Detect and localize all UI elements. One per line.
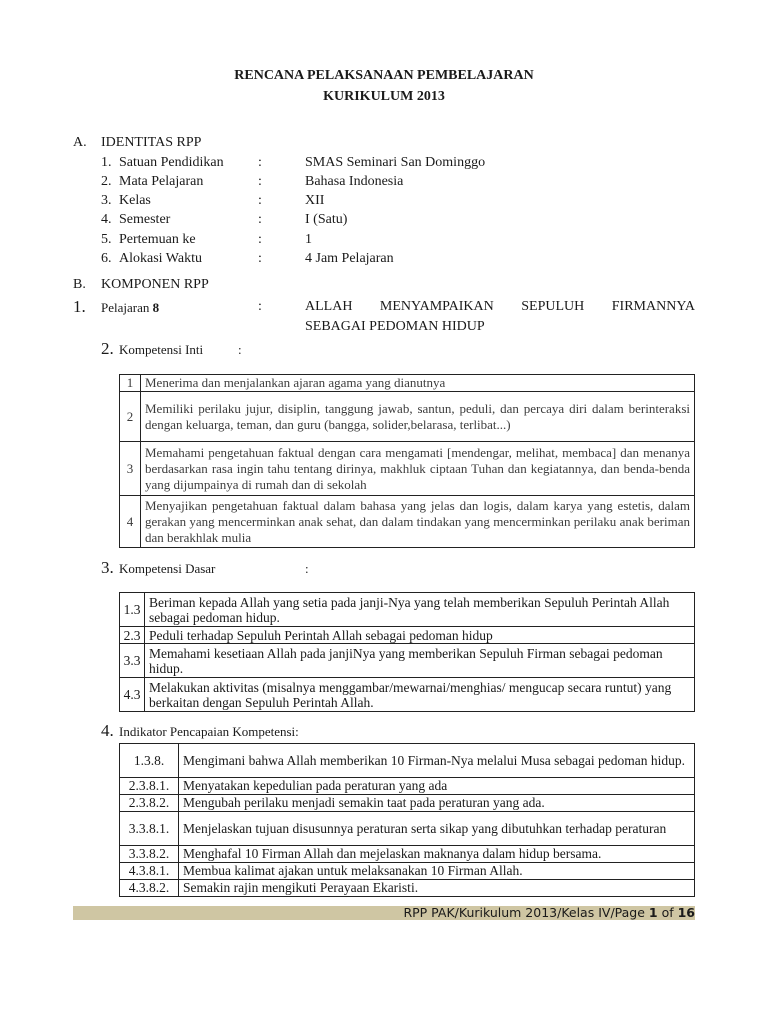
indikator-table <box>119 743 695 897</box>
table-row <box>120 846 695 863</box>
item-colon: : <box>258 155 262 170</box>
row-text: Menghafal 10 Firman Allah dan mejelaskan maknanya dalam hidup bersama. <box>179 846 695 863</box>
row-text: Beriman kepada Allah yang setia pada janji-Nya yang telah memberikan Sepuluh Perintah Allah sebagai pedoman hidup. <box>145 593 695 627</box>
kompetensi-inti-label: Kompetensi Inti <box>119 342 204 357</box>
row-text: Memahami kesetiaan Allah pada janjiNya yang memberikan Sepuluh Firman sebagai pedoman hidup. <box>145 644 695 678</box>
document-title: RENCANA PELAKSANAAN PEMBELAJARAN <box>234 68 534 83</box>
item-label: Pertemuan ke <box>119 232 196 247</box>
row-text: Menyatakan kepedulian pada peraturan yang ada <box>179 778 695 795</box>
table-row <box>120 644 695 678</box>
pelajaran-number: 1. <box>73 297 86 316</box>
footer-total-pages: 16 <box>677 905 695 920</box>
item-label: Satuan Pendidikan <box>119 155 224 170</box>
pelajaran-title-line2: SEBAGAI PEDOMAN HIDUP <box>305 319 485 334</box>
table-row <box>120 812 695 846</box>
item-colon: : <box>258 251 262 266</box>
item-number: 3. <box>101 193 112 208</box>
item-label: Semester <box>119 212 171 227</box>
row-number: 4.3.8.1. <box>120 863 179 880</box>
document-subtitle: KURIKULUM 2013 <box>323 89 445 104</box>
row-text: Menjelaskan tujuan disusunnya peraturan serta sikap yang dibutuhkan terhadap peraturan <box>179 812 695 846</box>
pelajaran-label <box>101 300 159 316</box>
footer-prefix: RPP PAK/Kurikulum 2013/Kelas IV/Page <box>403 905 649 920</box>
item-number: 5. <box>101 232 112 247</box>
row-number: 3.3.8.1. <box>120 812 179 846</box>
row-text: Menyajikan pengetahuan faktual dalam bahasa yang jelas dan logis, dalam karya yang estetis, dalam gerakan yang mencerminkan anak sehat, dan dalam tindakan yang mencerminkan perilaku anak beriman dan berakhlak mulia <box>141 496 695 548</box>
item-value: Bahasa Indonesia <box>305 174 404 189</box>
footer-text <box>403 905 695 920</box>
table-row <box>120 678 695 712</box>
row-text: Mengimani bahwa Allah memberikan 10 Firman-Nya melalui Musa sebagai pedoman hidup. <box>179 744 695 778</box>
item-colon: : <box>258 174 262 189</box>
row-text: Melakukan aktivitas (misalnya menggambar/mewarnai/menghias/ mengucap secara runtut) yang berkaitan dengan Sepuluh Perintah Allah. <box>145 678 695 712</box>
table-row <box>120 880 695 897</box>
item-number: 6. <box>101 251 112 266</box>
item-colon: : <box>258 232 262 247</box>
table-row <box>120 392 695 442</box>
table-row <box>120 593 695 627</box>
pelajaran-label-text: Pelajaran <box>101 300 150 315</box>
indikator-label: Indikator Pencapaian Kompetensi: <box>119 724 299 739</box>
row-text: Menerima dan menjalankan ajaran agama yang dianutnya <box>141 375 695 392</box>
row-number: 4.3 <box>120 678 145 712</box>
section-a-heading: IDENTITAS RPP <box>101 135 202 150</box>
row-number: 1 <box>120 375 141 392</box>
pelajaran-title-line1: ALLAH MENYAMPAIKAN SEPULUH FIRMANNYA <box>305 299 695 314</box>
kompetensi-dasar-table <box>119 592 695 712</box>
item-value: XII <box>305 193 325 208</box>
row-text: Semakin rajin mengikuti Perayaan Ekaristi. <box>179 880 695 897</box>
item-colon: : <box>258 212 262 227</box>
row-number: 3.3.8.2. <box>120 846 179 863</box>
kompetensi-inti-number: 2. <box>101 339 114 358</box>
row-number: 2.3.8.1. <box>120 778 179 795</box>
row-text: Mengubah perilaku menjadi semakin taat pada peraturan yang ada. <box>179 795 695 812</box>
table-row <box>120 778 695 795</box>
kompetensi-dasar-number: 3. <box>101 558 114 577</box>
footer-of: of <box>657 905 678 920</box>
table-row <box>120 442 695 496</box>
row-text: Peduli terhadap Sepuluh Perintah Allah sebagai pedoman hidup <box>145 627 695 644</box>
row-number: 1.3 <box>120 593 145 627</box>
row-number: 4 <box>120 496 141 548</box>
table-row <box>120 627 695 644</box>
table-row <box>120 863 695 880</box>
row-number: 1.3.8. <box>120 744 179 778</box>
row-number: 3.3 <box>120 644 145 678</box>
section-a-letter: A. <box>73 135 87 150</box>
item-value: 1 <box>305 232 312 247</box>
footer-page-number: 1 <box>648 905 658 920</box>
row-number: 2 <box>120 392 141 442</box>
item-value: SMAS Seminari San Dominggo <box>305 155 486 170</box>
indikator-number: 4. <box>101 721 114 740</box>
pelajaran-number-bold: 8 <box>152 300 160 315</box>
row-number: 2.3.8.2. <box>120 795 179 812</box>
item-number: 4. <box>101 212 112 227</box>
kompetensi-dasar-label: Kompetensi Dasar <box>119 561 216 576</box>
row-number: 2.3 <box>120 627 145 644</box>
item-label: Mata Pelajaran <box>119 174 204 189</box>
table-row <box>120 744 695 778</box>
table-row <box>120 375 695 392</box>
row-text: Membua kalimat ajakan untuk melaksanakan 10 Firman Allah. <box>179 863 695 880</box>
table-row <box>120 795 695 812</box>
section-b-heading: KOMPONEN RPP <box>101 277 209 292</box>
pelajaran-colon: : <box>258 299 262 314</box>
item-colon: : <box>258 193 262 208</box>
row-text: Memahami pengetahuan faktual dengan cara mengamati [mendengar, melihat, membaca] dan menanya berdasarkan rasa ingin tahu tentang dirinya, makhluk ciptaan Tuhan dan kegiatannya, dan benda-benda yang dijumpainya di rumah dan di sekolah <box>141 442 695 496</box>
item-value: I (Satu) <box>305 212 348 227</box>
row-number: 3 <box>120 442 141 496</box>
item-number: 2. <box>101 174 112 189</box>
table-row <box>120 496 695 548</box>
kompetensi-dasar-colon: : <box>305 561 309 576</box>
item-label: Kelas <box>119 193 151 208</box>
row-text: Memiliki perilaku jujur, disiplin, tanggung jawab, santun, peduli, dan percaya diri dalam berinteraksi dengan keluarga, teman, dan guru (bangga, solider,belarasa, terlibat...) <box>141 392 695 442</box>
section-b-letter: B. <box>73 277 86 292</box>
kompetensi-inti-table <box>119 374 695 548</box>
item-value: 4 Jam Pelajaran <box>305 251 394 266</box>
item-label: Alokasi Waktu <box>119 251 202 266</box>
item-number: 1. <box>101 155 112 170</box>
kompetensi-inti-colon: : <box>238 342 242 357</box>
row-number: 4.3.8.2. <box>120 880 179 897</box>
page-footer <box>73 906 695 920</box>
